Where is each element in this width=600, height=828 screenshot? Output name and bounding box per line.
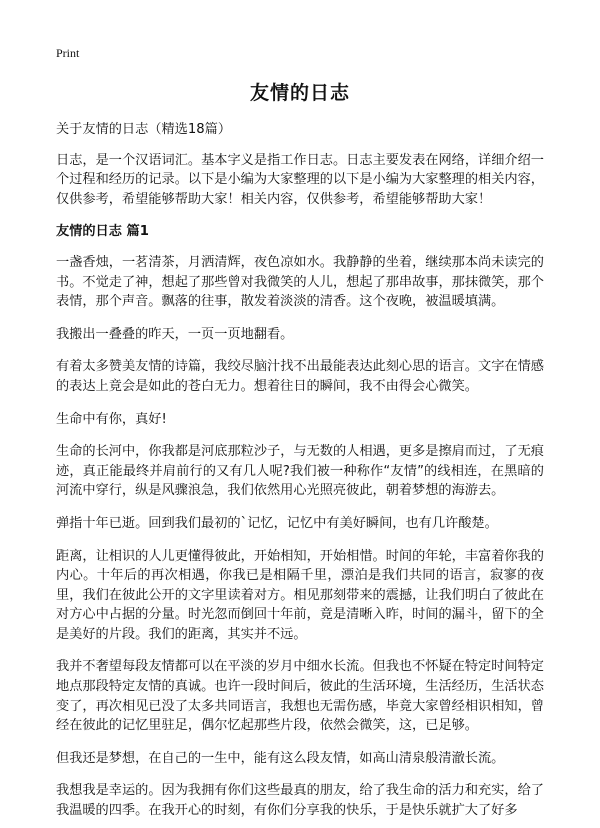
paragraph: 一盏香烛，一茗清茶，月洒清辉，夜色凉如水。我静静的坐着，继续那本尚未读完的书。不觉走了神，想起了那些曾对我微笑的人儿，想起了那串故事，那抹微笑，那个表情，那个声音。飘落的往事，散发着淡淡的清香。这个夜晚，被温暖填满。 bbox=[56, 254, 544, 310]
paragraph: 我并不奢望每段友情都可以在平淡的岁月中细水长流。但我也不怀疑在特定时间特定地点那段特定友情的真诚。也许一段时间后，彼此的生活环境，生活经历，生活状态变了，再次相见已没了太多共同语言，我想也无需伤感，毕竟大家曾经相识相知，曾经在彼此的记忆里驻足，偶尔忆起那些片段，依然会微笑，这，已足够。 bbox=[56, 659, 544, 734]
print-link[interactable]: Print bbox=[56, 46, 80, 60]
paragraph: 有着太多赞美友情的诗篇，我绞尽脑汁找不出最能表达此刻心思的语言。文字在情感的表达上竟会是如此的苍白无力。想着往日的瞬间，我不由得会心微笑。 bbox=[56, 359, 544, 394]
article-subtitle: 关于友情的日志（精选18篇） bbox=[56, 122, 232, 137]
paragraph: 我搬出一叠叠的昨天，一页一页地翻看。 bbox=[56, 326, 294, 342]
page-title: 友情的日志 bbox=[249, 82, 350, 104]
paragraph: 距离，让相识的人儿更懂得彼此，开始相知，开始相惜。时间的年轮，丰富着你我的内心。十年后的再次相遇，你我已是相隔千里，漂泊是我们共同的语言，寂寥的夜里，我们在彼此公开的文字里读着对方。相见那刻带来的震撼，让我们明白了彼此在对方心中占据的分量。时光忽而倒回十年前，竟是清晰入昨，时间的漏斗，留下的全是美好的片段。我们的距离，其实并不远。 bbox=[56, 548, 544, 642]
paragraph: 但我还是梦想，在自己的一生中，能有这么段友情，如高山清泉般清澈长流。 bbox=[56, 750, 505, 766]
paragraph: 生命的长河中，你我都是河底那粒沙子，与无数的人相遇，更多是擦肩而过，了无痕迹，真正能最终并肩前行的又有几人呢?我们被一种称作“友情”的线相连，在黑暗的河流中穿行，纵是风骤浪急，我们依然用心光照亮彼此，朝着梦想的海游去。 bbox=[56, 444, 544, 499]
paragraph: 弹指十年已逝。回到我们最初的`记忆，记忆中有美好瞬间，也有几许酸楚。 bbox=[56, 515, 498, 531]
section-heading: 友情的日志 篇1 bbox=[56, 224, 149, 240]
paragraph: 生命中有你，真好! bbox=[56, 411, 167, 427]
paragraph: 我想我是幸运的。因为我拥有你们这些最真的朋友，给了我生命的活力和充实，给了我温暖的四季。在我开心的时刻，有你们分享我的快乐，于是快乐就扩大了好多 bbox=[56, 783, 544, 819]
article-body bbox=[56, 120, 544, 828]
intro-paragraph: 日志，是一个汉语词汇。基本字义是指工作日志。日志主要发表在网络，详细介绍一个过程和经历的记录。以下是小编为大家整理的以下是小编为大家整理的相关内容，仅供参考，希望能够帮助大家！相关内容，仅供参考，希望能够帮助大家！ bbox=[56, 152, 544, 207]
